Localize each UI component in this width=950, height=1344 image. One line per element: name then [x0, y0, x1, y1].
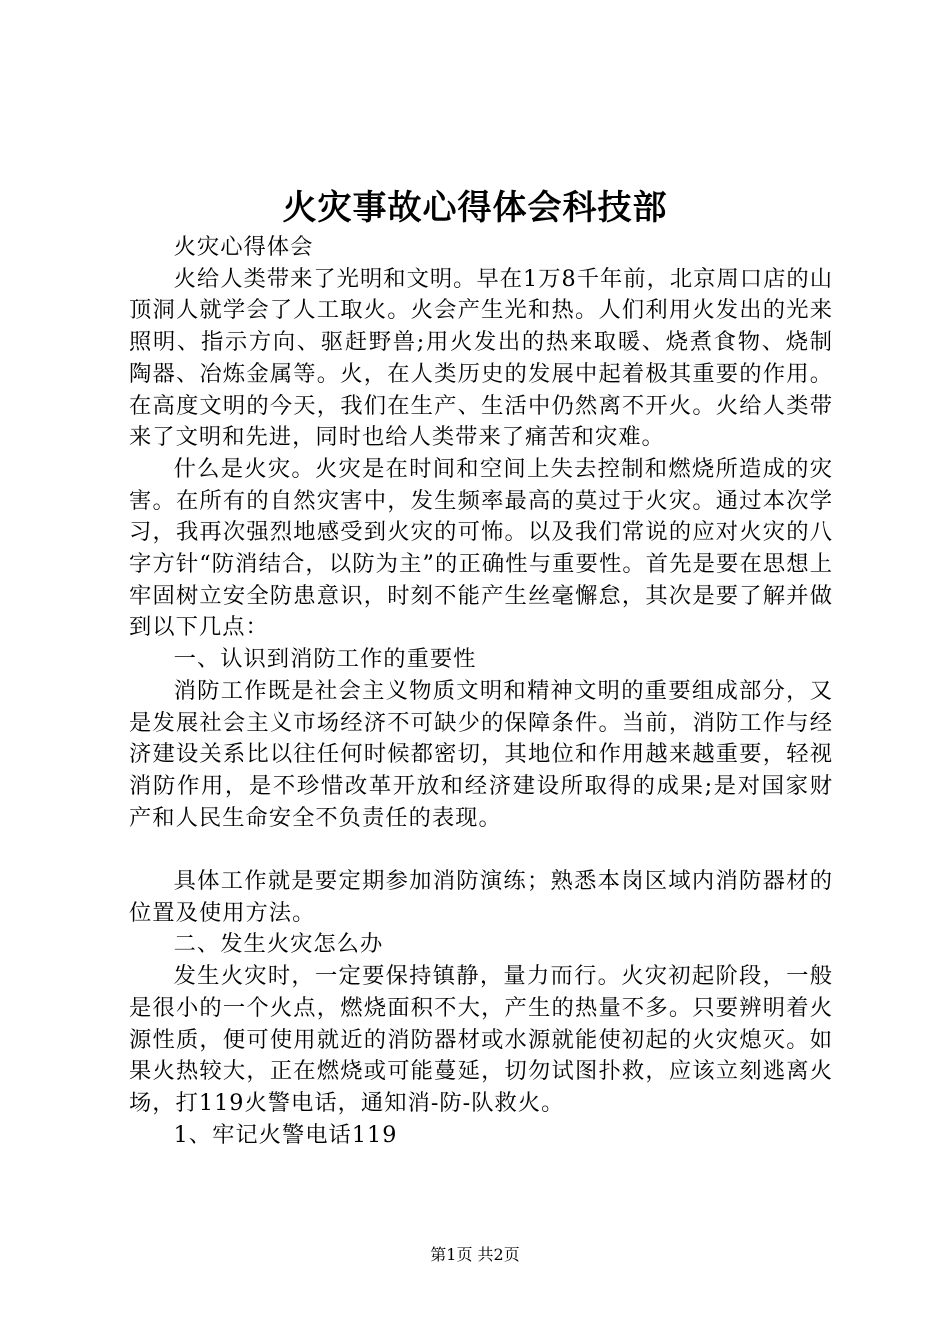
document-title: 火灾事故心得体会科技部: [282, 188, 668, 228]
body-paragraph: 消防工作既是社会主义物质文明和精神文明的重要组成部分，又是发展社会主义市场经济不可缺少的保障条件。当前，消防工作与经济建设关系比以往任何时候都密切，其地位和作用越来越重要，轻视消防作用，是不珍惜改革开放和经济建设所取得的成果;是对国家财产和人民生命安全不负责任的表现。: [129, 677, 833, 831]
body-paragraph: 火给人类带来了光明和文明。早在1万8千年前，北京周口店的山顶洞人就学会了人工取火。火会产生光和热。人们利用火发出的光来照明、指示方向、驱赶野兽;用火发出的热来取暖、烧煮食物、烧制陶器、冶炼金属等。火，在人类历史的发展中起着极其重要的作用。在高度文明的今天，我们在生产、生活中仍然离不开火。火给人类带来了文明和先进，同时也给人类带来了痛苦和灾难。: [129, 265, 833, 451]
document-body: [129, 232, 833, 1151]
section-heading: 二、发生火灾怎么办: [173, 931, 384, 958]
section-heading: 一、认识到消防工作的重要性: [173, 646, 477, 673]
body-paragraph: 什么是火灾。火灾是在时间和空间上失去控制和燃烧所造成的灾害。在所有的自然灾害中，发生频率最高的莫过于火灾。通过本次学习，我再次强烈地感受到火灾的可怖。以及我们常说的应对火灾的八字方针“防消结合，以防为主”的正确性与重要性。首先是要在思想上牢固树立安全防患意识，时刻不能产生丝毫懈怠，其次是要了解并做到以下几点：: [129, 455, 833, 641]
page-footer: 第1页 共2页: [430, 1245, 520, 1264]
body-paragraph: 具体工作就是要定期参加消防演练；熟悉本岗区域内消防器材的位置及使用方法。: [129, 868, 833, 926]
list-item: 1、牢记火警电话119: [173, 1121, 398, 1148]
body-paragraph: 发生火灾时，一定要保持镇静，量力而行。火灾初起阶段，一般是很小的一个火点，燃烧面积不大，产生的热量不多。只要辨明着火源性质，便可使用就近的消防器材或水源就能使初起的火灾熄灭。如果火热较大，正在燃烧或可能蔓延，切勿试图扑救，应该立刻逃离火场，打119火警电话，通知消-防-队救火。: [129, 963, 833, 1116]
blank-line: [129, 834, 833, 866]
subtitle-paragraph: 火灾心得体会: [173, 234, 314, 260]
